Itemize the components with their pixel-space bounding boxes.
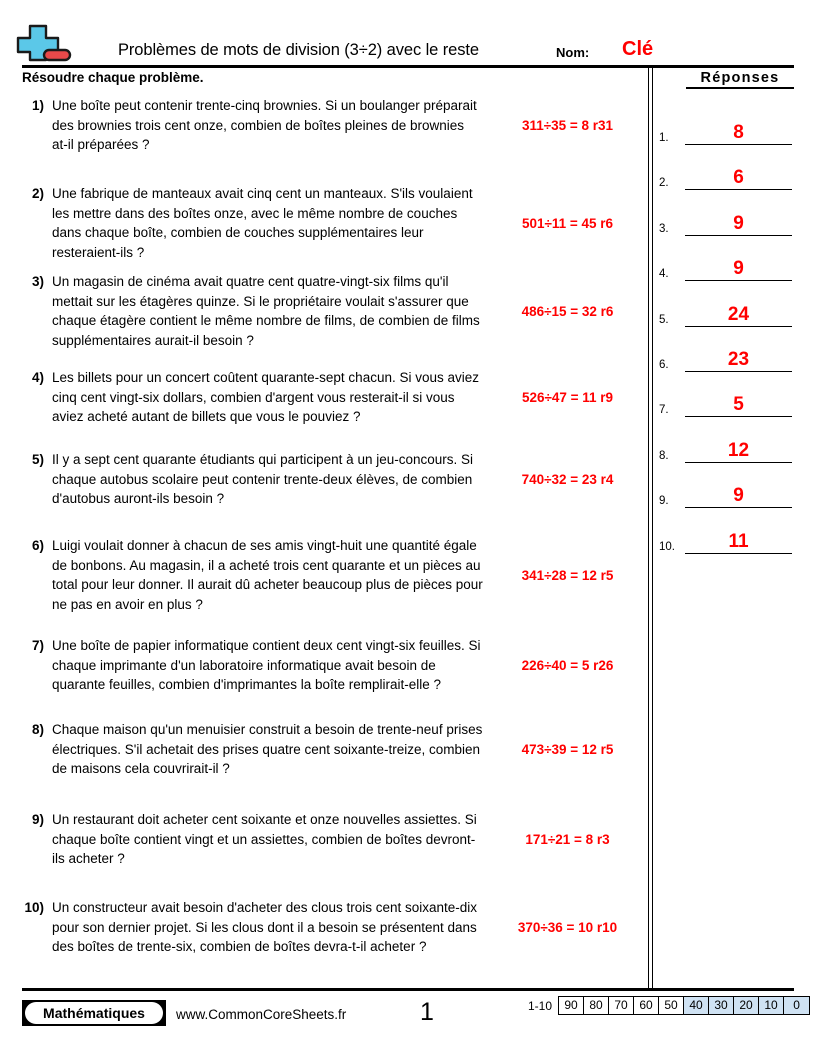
answer-row[interactable] [655, 236, 795, 281]
problem-text: Luigi voulait donner à chacun de ses amis vingt-huit une quantité égale de bonbons. Au magasin, il a acheté trois cent quarante et un pièces au total pour leur donner. Il aurait dû acheter beaucoup plus de pièces pour ne pas en avoir en plus ? [52, 538, 483, 612]
answer-row[interactable] [655, 418, 795, 463]
answer-value: 8 [733, 122, 744, 143]
answer-value: 24 [727, 303, 750, 325]
brand-label: Mathématiques [43, 1005, 145, 1021]
grading-scale-cells [558, 996, 810, 1015]
grading-cell: 0 [784, 997, 809, 1014]
answer-number-label: 7. [659, 404, 669, 417]
problem-item [0, 636, 648, 695]
problem-item [0, 96, 648, 155]
name-value-key: Clé [622, 38, 654, 60]
answer-row[interactable] [655, 282, 795, 327]
answer-value: 9 [733, 212, 744, 234]
grading-cell: 10 [759, 997, 784, 1014]
grading-cell: 60 [634, 997, 659, 1014]
problem-number: 2) [31, 186, 44, 201]
problem-text: Un constructeur avait besoin d'acheter des clous trois cent soixante-dix pour son dernier projet. Si les clous dont il a besoin se présentent dans des boîtes de trente-six, combien de boîtes devra-t-il acheter ? [52, 900, 478, 954]
problem-worked-answer: 486÷15 = 32 r6 [521, 303, 614, 319]
problem-number: 9) [31, 812, 44, 827]
problem-text: Une fabrique de manteaux avait cinq cent un manteaux. S'ils voulaient les mettre dans des boîtes onze, avec le même nombre de couches dans chaque boîte, combien de couches supplémentaires leur resteraient-ils ? [52, 186, 473, 260]
problem-number: 5) [31, 452, 44, 467]
answer-blank-line[interactable] [685, 553, 792, 554]
answer-number-label: 6. [659, 359, 669, 371]
problem-text: Chaque maison qu'un menuisier construit a besoin de trente-neuf prises électriques. S'il achetait des prises quatre cent soixante-treize, combien de maisons cela couvrirait-il ? [52, 722, 483, 776]
plus-minus-math-logo-icon [16, 20, 72, 66]
page-header [0, 0, 816, 68]
answer-row[interactable] [655, 372, 795, 417]
problem-worked-answer: 526÷47 = 11 r9 [521, 389, 614, 405]
problem-worked-answer: 171÷21 = 8 r3 [525, 831, 610, 847]
problem-item [0, 272, 648, 350]
problem-number: 7) [31, 638, 44, 653]
answer-value: 5 [733, 394, 744, 416]
problem-number: 1) [31, 98, 44, 113]
answers-column-heading: Réponses [686, 70, 794, 89]
problem-item [0, 184, 648, 262]
problem-worked-answer: 370÷36 = 10 r10 [517, 919, 618, 935]
footer-divider-rule [22, 988, 794, 991]
problem-item [0, 536, 648, 614]
problem-item [0, 810, 648, 869]
answer-number-label: 4. [659, 268, 669, 281]
name-label: Nom: [556, 45, 590, 60]
problem-worked-answer: 311÷35 = 8 r31 [521, 117, 614, 133]
grading-cell: 20 [734, 997, 759, 1014]
problem-item [0, 450, 648, 509]
answer-value: 11 [728, 530, 749, 552]
answer-number-label: 9. [659, 495, 669, 508]
grading-cell: 70 [609, 997, 634, 1014]
answer-number-label: 5. [659, 313, 669, 326]
problem-worked-answer: 740÷32 = 23 r4 [521, 471, 614, 487]
problem-number: 8) [31, 722, 44, 737]
answer-number-label: 1. [659, 132, 669, 144]
answer-row[interactable] [655, 100, 795, 145]
problem-number: 3) [31, 274, 44, 289]
answer-row[interactable] [655, 463, 795, 508]
answer-row[interactable] [655, 145, 795, 190]
grading-scale-label: 1-10 [528, 998, 553, 1013]
grading-cell: 30 [709, 997, 734, 1014]
answer-row[interactable] [655, 509, 795, 554]
problem-item [0, 368, 648, 427]
grading-cell: 50 [659, 997, 684, 1014]
answer-value: 6 [733, 167, 744, 189]
answer-number-label: 8. [659, 449, 669, 462]
problem-text: Une boîte peut contenir trente-cinq brownies. Si un boulanger préparait des brownies trois cent onze, combien de boîtes pleines de brownies at-il préparées ? [52, 98, 477, 152]
answer-number-label: 3. [659, 222, 669, 235]
problem-number: 6) [31, 538, 44, 553]
problem-worked-answer: 473÷39 = 12 r5 [521, 741, 614, 757]
answer-value: 9 [733, 258, 744, 280]
grading-cell: 80 [584, 997, 609, 1014]
answer-row[interactable] [655, 327, 795, 372]
problem-item [0, 898, 648, 957]
header-divider-rule [22, 65, 794, 68]
column-divider [648, 66, 653, 989]
brand-badge [22, 1000, 166, 1026]
problem-worked-answer: 501÷11 = 45 r6 [521, 215, 614, 231]
problem-text: Une boîte de papier informatique contient deux cent vingt-six feuilles. Si chaque imprimante d'un laboratoire informatique avait besoin de quarante feuilles, combien d'imprimantes la boîte remplirait-elle ? [52, 638, 481, 692]
site-url: www.CommonCoreSheets.fr [176, 1007, 347, 1022]
problem-worked-answer: 226÷40 = 5 r26 [521, 657, 614, 673]
problem-number: 4) [31, 370, 44, 385]
grading-cell: 90 [559, 997, 584, 1014]
problem-text: Il y a sept cent quarante étudiants qui participent à un jeu-concours. Si chaque autobus scolaire peut contenir trente-deux élèves, de combien d'autobus auront-ils besoin ? [52, 452, 474, 506]
problem-worked-answer: 341÷28 = 12 r5 [521, 567, 614, 583]
problem-text: Un restaurant doit acheter cent soixante et onze nouvelles assiettes. Si chaque boîte contient vingt et un assiettes, combien de boîtes devront-ils acheter ? [52, 812, 477, 866]
answer-number-label: 2. [659, 177, 669, 190]
answer-value: 23 [727, 349, 750, 370]
problem-item [0, 720, 648, 779]
problem-number: 10) [24, 900, 44, 915]
answer-value: 12 [727, 439, 750, 461]
answer-number-label: 10. [659, 540, 675, 553]
directions-text: Résoudre chaque problème. [22, 70, 204, 85]
grading-scale [528, 996, 810, 1015]
problem-text: Les billets pour un concert coûtent quarante-sept chacun. Si vous aviez cinq cent vingt-six dollars, combien d'argent vous resterait-il si vous aviez acheté autant de billets que vous le pouviez ? [52, 370, 480, 424]
brand-oval [25, 1002, 163, 1024]
problem-text: Un magasin de cinéma avait quatre cent quatre-vingt-six films qu'il mettait sur les étagères quinze. Si le propriétaire voulait s'assurer que chaque étagère contient le même nombre de films, de combien de films supplémentaires aurait-il besoin ? [52, 274, 480, 348]
page-number: 1 [420, 998, 434, 1026]
answer-row[interactable] [655, 191, 795, 236]
grading-cell: 40 [684, 997, 709, 1014]
answer-value: 9 [733, 485, 744, 507]
page-title: Problèmes de mots de division (3÷2) avec le reste [118, 41, 479, 59]
